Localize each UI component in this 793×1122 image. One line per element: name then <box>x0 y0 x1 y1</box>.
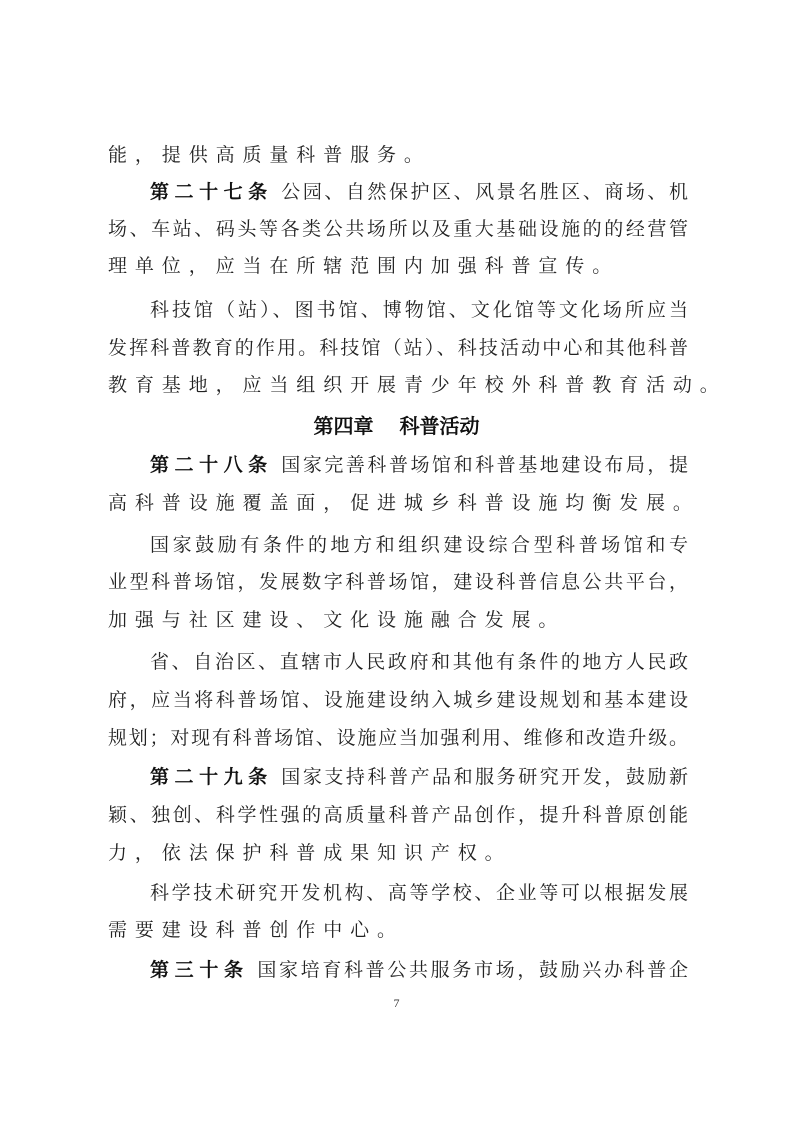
article-text: 国家完善科普场馆和科普基地建设布局，提 <box>281 454 688 476</box>
chapter-number: 第四章 <box>313 414 374 438</box>
article-text: 公园、自然保护区、风景名胜区、商场、机 <box>281 181 688 203</box>
text-line: 教育基地，应当组织开展青少年校外科普教育活动。 <box>108 374 727 396</box>
page-number: 7 <box>393 996 400 1010</box>
article-27-line <box>150 177 688 207</box>
text-line: 发挥科普教育的作用。科技馆（站）、科技活动中心和其他科普 <box>108 337 688 359</box>
text-line: 国家鼓励有条件的地方和组织建设综合型科普场馆和专 <box>150 534 688 556</box>
article-number: 第二十八条 <box>150 454 273 476</box>
text-line: 省、自治区、直辖市人民政府和其他有条件的地方人民政 <box>150 651 688 673</box>
text-line: 规划；对现有科普场馆、设施应当加强利用、维修和改造升级。 <box>108 727 688 749</box>
text-line: 需要建设科普创作中心。 <box>108 919 404 941</box>
article-number: 第二十九条 <box>150 766 273 788</box>
article-28-line <box>150 450 688 480</box>
article-text: 国家培育科普公共服务市场，鼓励兴办科普企 <box>257 959 688 981</box>
text-line: 颖、独创、科学性强的高质量科普产品创作，提升科普原创能 <box>108 804 688 826</box>
text-line: 加强与社区建设、文化设施融合发展。 <box>108 609 566 631</box>
text-line: 业型科普场馆，发展数字科普场馆，建设科普信息公共平台， <box>108 571 688 593</box>
article-number: 第二十七条 <box>150 181 273 203</box>
text-line: 理单位，应当在所辖范围内加强科普宣传。 <box>108 255 620 277</box>
article-number: 第三十条 <box>150 959 249 981</box>
text-line: 能，提供高质量科普服务。 <box>108 144 431 166</box>
text-line: 力，依法保护科普成果知识产权。 <box>108 842 512 864</box>
text-line: 高科普设施覆盖面，促进城乡科普设施均衡发展。 <box>108 492 700 514</box>
text-line: 场、车站、码头等各类公共场所以及重大基础设施的的经营管 <box>108 218 688 240</box>
chapter-title: 科普活动 <box>399 414 480 438</box>
text-line: 府，应当将科普场馆、设施建设纳入城乡建设规划和基本建设 <box>108 689 688 711</box>
text-line: 科技馆（站）、图书馆、博物馆、文化馆等文化场所应当 <box>150 299 688 321</box>
chapter-heading <box>0 410 793 442</box>
text-line: 科学技术研究开发机构、高等学校、企业等可以根据发展 <box>150 882 688 904</box>
article-29-line <box>150 762 688 792</box>
article-text: 国家支持科普产品和服务研究开发，鼓励新 <box>281 766 688 788</box>
article-30-line <box>150 955 688 985</box>
